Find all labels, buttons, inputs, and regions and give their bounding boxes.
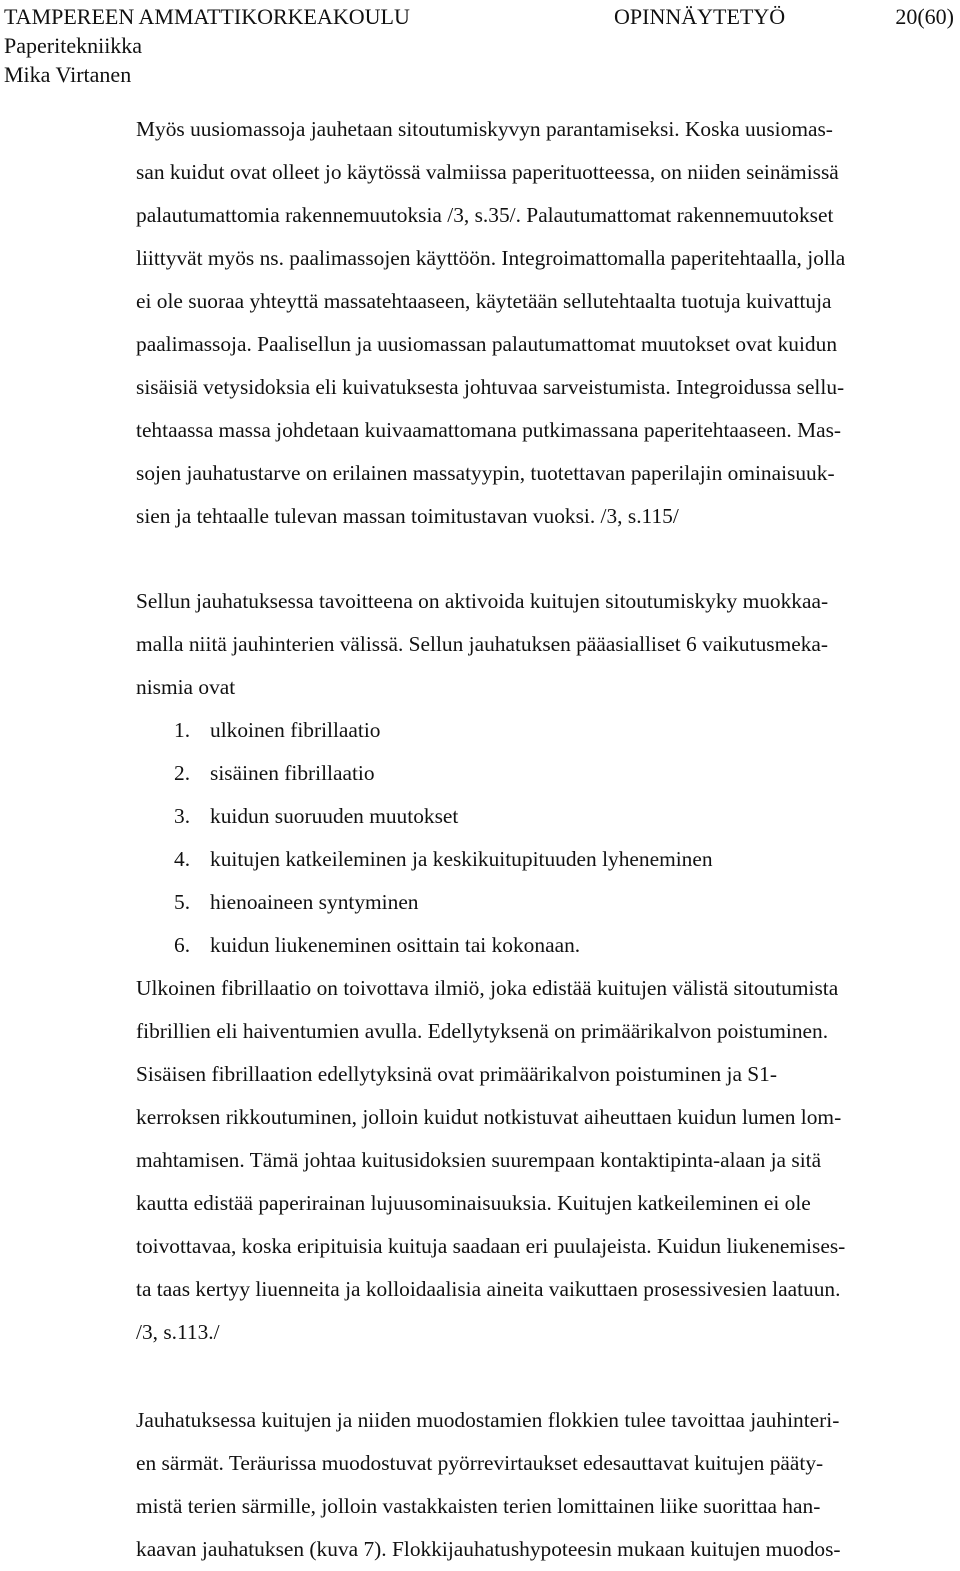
list-item — [136, 709, 952, 752]
paragraph-spacer — [136, 1354, 952, 1399]
document-body — [136, 108, 952, 1571]
list-number: 1. — [174, 718, 191, 742]
document-type: OPINNÄYTETYÖ — [614, 4, 786, 29]
text-line: ei ole suoraa yhteyttä massatehtaaseen, käytetään sellutehtaalta tuotuja kuivattuja — [136, 289, 832, 313]
list-item-text: sisäinen fibrillaatio — [210, 761, 375, 785]
department-name: Paperitekniikka — [4, 33, 143, 58]
list-item-text: kuidun suoruuden muutokset — [210, 804, 459, 828]
list-item — [136, 795, 952, 838]
text-line: palautumattomia rakennemuutoksia /3, s.35/. Palautumattomat rakennemuutokset — [136, 203, 834, 227]
list-number: 2. — [174, 761, 191, 785]
list-number: 6. — [174, 933, 191, 957]
page-header — [4, 2, 956, 89]
paragraph-flock-refining — [136, 1399, 952, 1571]
page-number: 20(60) — [895, 4, 954, 29]
text-line: /3, s.113./ — [136, 1320, 220, 1344]
paragraph-recycled-pulp — [136, 108, 952, 538]
text-line: liittyvät myös ns. paalimassojen käyttöön. Integroimattomalla paperitehtaalla, jolla — [136, 246, 846, 270]
list-item-text: kuidun liukeneminen osittain tai kokonaan. — [210, 933, 581, 957]
text-line: nismia ovat — [136, 675, 236, 699]
text-line: Myös uusiomassoja jauhetaan sitoutumiskyvyn parantamiseksi. Koska uusiomas- — [136, 117, 833, 141]
paragraph-spacer — [136, 538, 952, 580]
text-line: fibrillien eli haiventumien avulla. Edellytyksenä on primäärikalvon poistuminen. — [136, 1019, 829, 1043]
list-item — [136, 924, 952, 967]
list-item-text: kuitujen katkeileminen ja keskikuitupituuden lyheneminen — [210, 847, 713, 871]
list-item — [136, 752, 952, 795]
text-line: mahtamisen. Tämä johtaa kuitusidoksien suurempaan kontaktipinta-alaan ja sitä — [136, 1148, 822, 1172]
school-name: TAMPEREEN AMMATTIKORKEAKOULU — [4, 4, 410, 29]
text-line: kautta edistää paperirainan lujuusominaisuuksia. Kuitujen katkeileminen ei ole — [136, 1191, 811, 1215]
paragraph-refining-goal — [136, 580, 952, 709]
text-line: kaavan jauhatuksen (kuva 7). Flokkijauhatushypoteesin mukaan kuitujen muodos- — [136, 1537, 841, 1561]
text-line: mistä terien särmille, jolloin vastakkaisten terien lomittainen liike suorittaa han- — [136, 1494, 821, 1518]
text-line: malla niitä jauhinterien välissä. Sellun jauhatuksen pääasialliset 6 vaikutusmeka- — [136, 632, 829, 656]
list-item — [136, 838, 952, 881]
text-line: kerroksen rikkoutuminen, jolloin kuidut notkistuvat aiheuttaen kuidun lumen lom- — [136, 1105, 842, 1129]
list-number: 5. — [174, 890, 191, 914]
author-name: Mika Virtanen — [4, 62, 132, 87]
paragraph-fibrillation — [136, 967, 952, 1354]
text-line: en särmät. Teräurissa muodostuvat pyörrevirtaukset edesauttavat kuitujen pääty- — [136, 1451, 824, 1475]
text-line: sisäisiä vetysidoksia eli kuivatuksesta johtuvaa sarveistumista. Integroidussa sellu- — [136, 375, 845, 399]
list-item-text: hienoaineen syntyminen — [210, 890, 419, 914]
text-line: sojen jauhatustarve on erilainen massatyypin, tuotettavan paperilajin ominaisuuk- — [136, 461, 835, 485]
text-line: san kuidut ovat olleet jo käytössä valmiissa paperituotteessa, on niiden seinämissä — [136, 160, 839, 184]
list-item — [136, 881, 952, 924]
refining-mechanisms-list — [136, 709, 952, 967]
list-number: 4. — [174, 847, 191, 871]
text-line: toivottavaa, koska eripituisia kuituja saadaan eri puulajeista. Kuidun liukenemises- — [136, 1234, 846, 1258]
text-line: Sisäisen fibrillaation edellytyksinä ovat primäärikalvon poistuminen ja S1- — [136, 1062, 777, 1086]
text-line: Sellun jauhatuksessa tavoitteena on aktivoida kuitujen sitoutumiskyky muokkaa- — [136, 589, 829, 613]
text-line: paalimassoja. Paalisellun ja uusiomassan palautumattomat muutokset ovat kuidun — [136, 332, 838, 356]
list-item-text: ulkoinen fibrillaatio — [210, 718, 381, 742]
header-top-row — [4, 2, 956, 31]
list-number: 3. — [174, 804, 191, 828]
text-line: ta taas kertyy liuenneita ja kolloidaalisia aineita vaikuttaen prosessivesien laatuun. — [136, 1277, 841, 1301]
text-line: sien ja tehtaalle tulevan massan toimitustavan vuoksi. /3, s.115/ — [136, 504, 679, 528]
text-line: Ulkoinen fibrillaatio on toivottava ilmiö, joka edistää kuitujen välistä sitoutumista — [136, 976, 839, 1000]
text-line: Jauhatuksessa kuitujen ja niiden muodostamien flokkien tulee tavoittaa jauhinteri- — [136, 1408, 840, 1432]
text-line: tehtaassa massa johdetaan kuivaamattomana putkimassana paperitehtaaseen. Mas- — [136, 418, 842, 442]
